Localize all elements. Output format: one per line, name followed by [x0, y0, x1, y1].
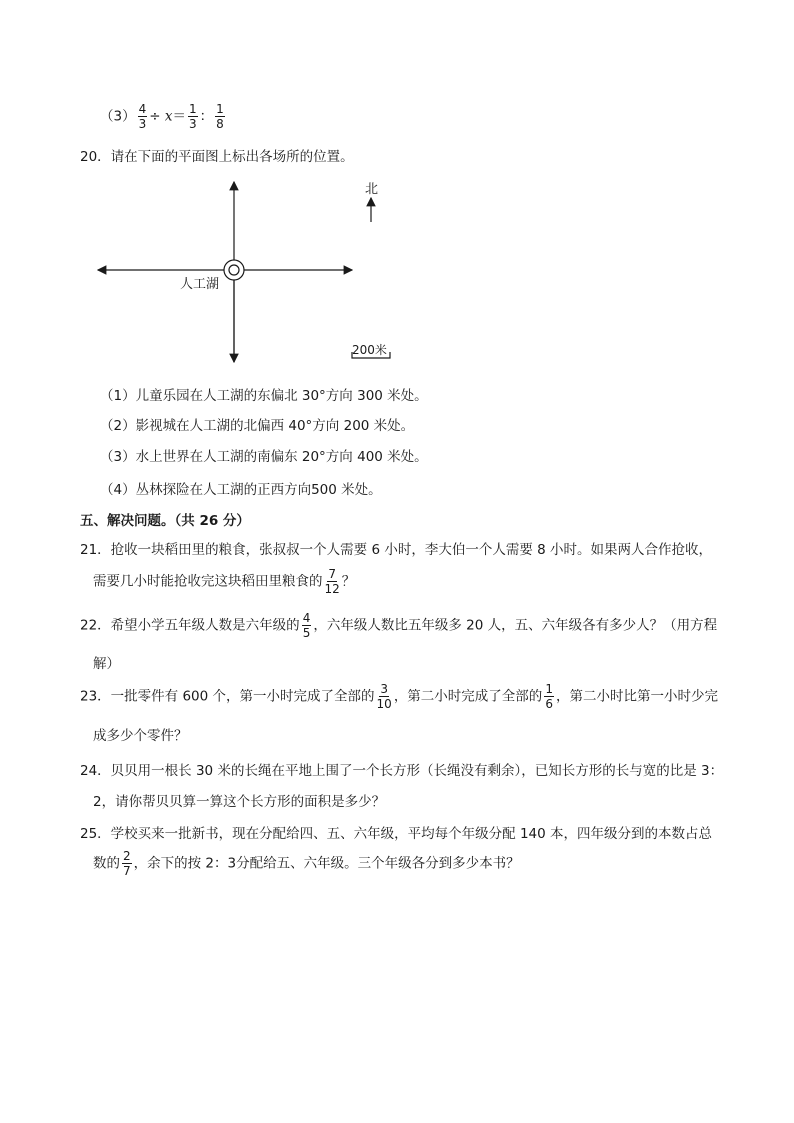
fraction: $\frac{2}{7}$ — [123, 849, 131, 878]
fraction: $\frac{1}{6}$ — [545, 682, 553, 711]
equals-sign: ＝ — [172, 108, 186, 125]
q19-part3-label: （3） — [100, 108, 136, 125]
q20-item-1: （1）儿童乐园在人工湖的东偏北 30°方向 300 米处。 — [100, 388, 428, 404]
section-title: 五、解决问题。（共 26 分） — [80, 513, 250, 529]
ratio-colon: ： — [199, 108, 214, 125]
q20-item-3: （3）水上世界在人工湖的南偏东 20°方向 400 米处。 — [100, 449, 428, 465]
fraction: $\frac{3}{10}$ — [376, 682, 392, 711]
q21-line2: 需要几小时能抢收完这块稻田里粮食的 $\frac{7}{12}$ ？ — [93, 567, 356, 596]
q19-part3 — [100, 103, 227, 130]
q22-line1: 22．希望小学五年级人数是六年级的 $\frac{4}{5}$ ，六年级人数比五年级多 20 人，五、六年级各有多少人？（用方程 — [80, 611, 718, 640]
fraction: $\frac{7}{12}$ — [324, 567, 340, 596]
fraction: $\frac{1}{3}$ — [188, 102, 197, 131]
map-diagram — [80, 172, 410, 372]
lake-outer-circle — [224, 260, 244, 280]
q22-line2: 解） — [93, 656, 120, 672]
lake-label: 人工湖 — [180, 277, 220, 292]
q23-line2: 成多少个零件？ — [93, 728, 188, 744]
q25-line1: 25．学校买来一批新书，现在分配给四、五、六年级，平均每个年级分配 140 本，四年级分到的本数占总 — [80, 826, 713, 842]
scale-label: 200米 — [352, 343, 387, 357]
fraction: $\frac{4}{5}$ — [302, 611, 311, 640]
q24-line2: 2，请你帮贝贝算一算这个长方形的面积是多少？ — [93, 794, 386, 810]
fraction: $\frac{4}{3}$ — [138, 102, 147, 131]
variable-x: x — [164, 108, 173, 125]
q20-item-4: （4）丛林探险在人工湖的正西方向500 米处。 — [100, 482, 382, 498]
q20-item-2: （2）影视城在人工湖的北偏西 40°方向 200 米处。 — [100, 418, 415, 434]
q25-line2: 数的 $\frac{2}{7}$ ，余下的按 2：3分配给五、六年级。三个年级各分到多少本书？ — [93, 849, 520, 878]
q24-line1: 24．贝贝用一根长 30 米的长绳在平地上围了一个长方形（长绳没有剩余），已知长方形的长与宽的比是 3： — [80, 763, 724, 779]
divide-sign: ÷ — [149, 108, 161, 125]
q21-line1: 21．抢收一块稻田里的粮食，张叔叔一个人需要 6 小时，李大伯一个人需要 8 小时。如果两人合作抢收， — [80, 542, 713, 558]
q23-line1: 23．一批零件有 600 个，第一小时完成了全部的 $\frac{3}{10}$ ，第二小时完成了全部的 $\frac{1}{6}$ ，第二小时比第一小时少完 — [80, 682, 718, 711]
fraction: $\frac{1}{8}$ — [216, 102, 224, 131]
q20-stem: 20．请在下面的平面图上标出各场所的位置。 — [80, 149, 354, 165]
north-label: 北 — [365, 182, 379, 197]
